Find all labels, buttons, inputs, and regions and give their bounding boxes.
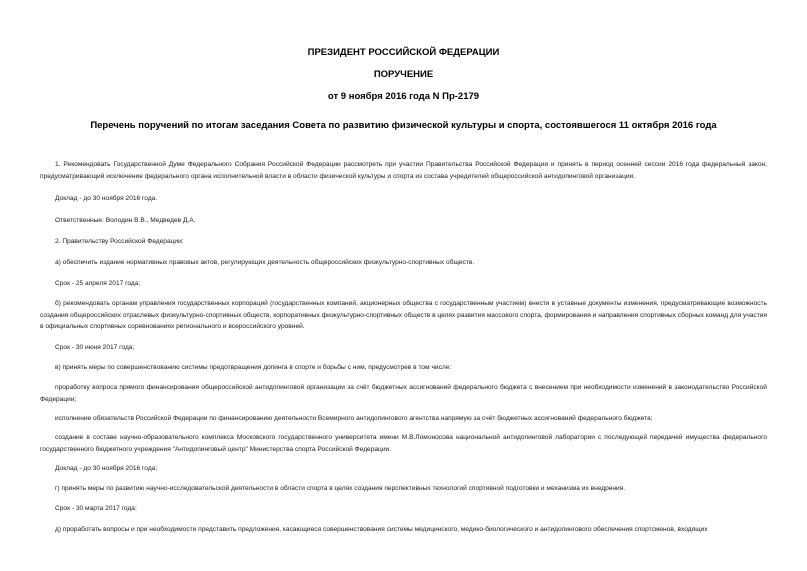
paragraph-item-2: 2. Правительству Российской Федерации: <box>55 238 184 245</box>
paragraph-responsible: Ответственные: Володин В.В., Медведев Д.А. <box>55 217 196 224</box>
paragraph-subitem: проработку вопроса прямого финансирования общероссийской антидопинговой организации за счёт бюджетных ассигнований федерального бюджета с внесением при необходимости изменений в законодательство Российской Федерации; <box>40 384 767 403</box>
paragraph-item-2d: д) проработать вопросы и при необходимости представить предложения, касающиеся совершенствования системы медицинского, медико-биологического и антидопингового обеспечения спортсменов, входящих <box>55 526 708 533</box>
paragraph-report-deadline: Доклад - до 30 ноября 2016 года. <box>55 195 158 202</box>
paragraph-report-deadline: Доклад - до 30 ноября 2016 года; <box>55 465 158 472</box>
document-type: ПОРУЧЕНИЕ <box>373 69 434 80</box>
document-title: Перечень поручений по итогам заседания Совета по развитию физической культуры и спорта, состоявшегося 11 октября 2016 года <box>90 120 717 131</box>
paragraph-item-2a: а) обеспечить издание нормативных правовых актов, регулирующих деятельность общероссийских физкультурно-спортивных обществ. <box>55 259 475 266</box>
paragraph-deadline: Срок - 25 апреля 2017 года; <box>55 280 141 287</box>
paragraph-item-1: 1. Рекомендовать Государственной Думе Федерального Собрания Российской Федерации рассмотреть при участии Правительства Российской Федерации и принять в период осенней сессии 2016 года федеральный закон, предусматривающий исключение федерального органа исполнительной власти в области физической культуры и спорта из состава учредителей общероссийской антидопинговой организации. <box>40 161 767 180</box>
document-date-number: от 9 ноября 2016 года N Пр-2179 <box>327 91 480 102</box>
paragraph-subitem: исполнение обязательств Российской Федерации по финансированию деятельности Всемирного антидопингового агентства напрямую за счёт бюджетных ассигнований федерального бюджета; <box>55 415 653 422</box>
paragraph-deadline: Срок - 30 марта 2017 года; <box>55 505 137 512</box>
paragraph-deadline: Срок - 30 июня 2017 года; <box>55 344 135 351</box>
paragraph-subitem: создание в составе научно-образовательного комплекса Московского государственного университета имени М.В.Ломоносова национальной антидопинговой лаборатории с последующей передачей имущества федерального государственного бюджетного учреждения "Антидопинговый центр" Министерства спорта Российской Федерации. <box>40 434 767 453</box>
paragraph-item-2v: в) принять меры по совершенствованию системы предотвращения допинга в спорте и борьбы с ним, предусмотрев в том числе: <box>55 364 452 371</box>
document-authority: ПРЕЗИДЕНТ РОССИЙСКОЙ ФЕДЕРАЦИИ <box>307 47 500 58</box>
paragraph-item-2g: г) принять меры по развитию научно-исследовательской деятельности в области спорта в целях создания перспективных технологий спортивной подготовки и механизма их внедрения. <box>55 485 626 492</box>
paragraph-item-2b: б) рекомендовать органам управления государственных корпораций (государственных компаний, акционерных общества с государственным участием) внести в уставные документы изменения, предусматривающие возможность создания общероссийских отраслевых физкультурно-спортивных обществ, корпоративных физкультурно-спортивных обществ в целях развития массового спорта, формирования и направления спортивных сборных команд для участия в официальных спортивных соревнованиях регионального и всероссийского уровней. <box>40 300 767 330</box>
